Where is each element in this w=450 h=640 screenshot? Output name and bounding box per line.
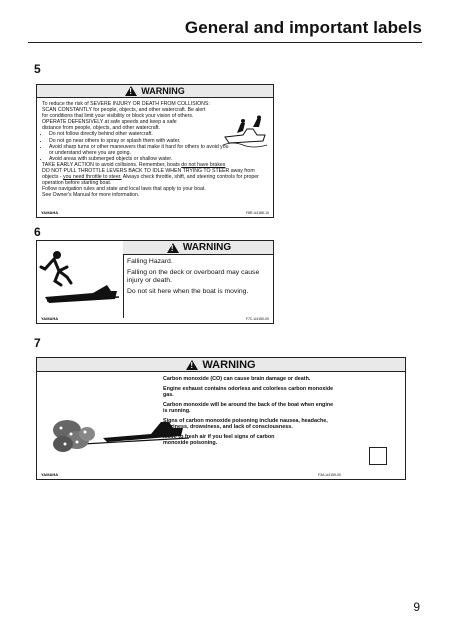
warning-label-7 — [36, 357, 406, 480]
label-6-line: Falling Hazard. — [127, 258, 173, 265]
list-item: • Avoid areas with submerged objects or shallow water. — [49, 156, 270, 162]
part-number: F8R-U4186-10 — [245, 211, 269, 215]
part-number: F3A-U4159-00 — [318, 473, 341, 477]
label-number-6: 6 — [34, 225, 41, 239]
falling-pictogram — [37, 241, 124, 318]
header-rule — [28, 42, 422, 43]
warning-header — [123, 241, 274, 255]
list-item: • Do not go near others to spray or splash them with water. — [49, 138, 270, 144]
collision-pictogram-icon — [223, 115, 269, 149]
label-number-5: 5 — [34, 62, 41, 76]
falling-person-icon — [37, 241, 123, 318]
label-7-line: Engine exhaust contains odorless and colorless carbon monoxide gas. — [163, 385, 334, 398]
list-item: • Do not follow directly behind other watercraft. — [49, 131, 270, 137]
label-6-line: Falling on the deck or overboard may cause injury or death. — [127, 269, 260, 284]
label-number-7: 7 — [34, 336, 41, 350]
warning-label-6 — [36, 240, 274, 324]
label-6-line: Do not sit here when the boat is moving. — [127, 288, 249, 295]
yamaha-logo: YAMAHA — [41, 316, 59, 321]
label-5-throttle-b: you need throttle to steer. — [63, 174, 122, 181]
label-5-early-text: TAKE EARLY ACTION to avoid collisions. Remember, boats — [42, 161, 182, 168]
label-5-rules: Follow navigation rules and state and local laws that apply to your boat. — [42, 186, 206, 193]
warning-triangle-icon — [167, 243, 179, 253]
label-7-text — [163, 376, 337, 447]
page-title: General and important labels — [184, 18, 422, 37]
label-6-text — [127, 258, 271, 296]
label-7-line: Carbon monoxide (CO) can cause brain damage or death. — [163, 376, 311, 382]
blank-box — [369, 447, 387, 465]
warning-title: WARNING — [141, 86, 185, 96]
warning-label-5 — [36, 84, 274, 218]
part-number: F7C-U4150-00 — [245, 317, 269, 321]
label-5-manual: See Owner's Manual for more information. — [42, 192, 140, 199]
warning-header — [37, 85, 273, 98]
warning-header — [37, 358, 405, 372]
label-5-brakes: do not have brakes — [181, 161, 226, 168]
page-number: 9 — [413, 600, 420, 614]
label-7-line: Signs of carbon monoxide poisoning include nausea, headache, dizziness, drowsiness, and lack of consciousness. — [163, 417, 328, 430]
label-7-line: Move to fresh air if you feel signs of carbon monoxide poisoning. — [163, 433, 275, 446]
yamaha-logo: YAMAHA — [41, 210, 59, 215]
warning-title: WARNING — [182, 242, 232, 253]
label-5-scan: SCAN CONSTANTLY for people, objects, and other watercraft. Be alert for conditions that limit your visibility or block your vision of others. — [42, 107, 206, 120]
warning-title: WARNING — [202, 358, 256, 371]
label-5-intro: To reduce the risk of SEVERE INJURY OR DEATH FROM COLLISIONS: — [42, 101, 210, 107]
label-5-operate: OPERATE DEFENSIVELY at safe speeds and keep a safe distance from people, objects, and other watercraft. — [42, 119, 177, 132]
label-5-throttle-a: DO NOT PULL THROTTLE LEVERS BACK TO IDLE WHEN TRYING TO STEER away from objects - — [42, 168, 255, 181]
warning-triangle-icon — [186, 360, 198, 370]
warning-triangle-icon — [125, 86, 137, 96]
yamaha-logo: YAMAHA — [41, 472, 59, 477]
label-5-throttle — [42, 168, 270, 186]
label-5-throttle-c: Always check throttle, shift, and steering controls for proper operation before starting boat. — [42, 174, 259, 187]
label-7-line: Carbon monoxide will be around the back of the boat when engine is running. — [163, 401, 334, 414]
list-item: • Avoid sharp turns or other maneuvers that make it hard for others to avoid you or understand where you are going. — [49, 144, 229, 156]
